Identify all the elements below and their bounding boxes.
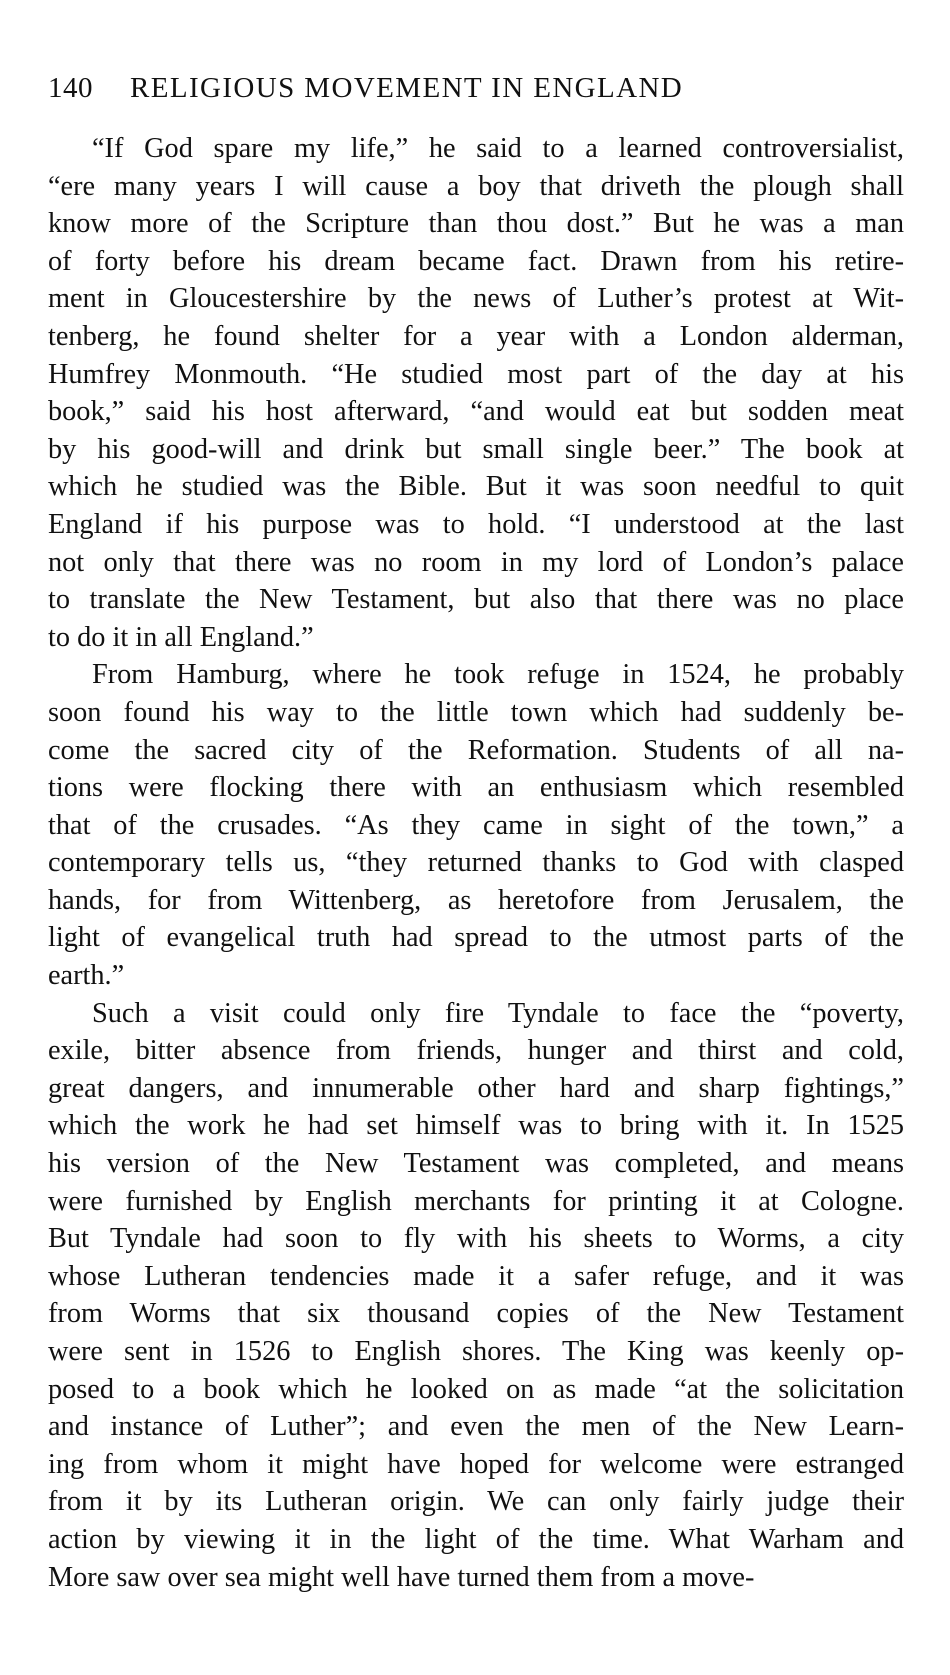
- text-line: were furnished by English merchants for printing it at Cologne.: [48, 1185, 904, 1217]
- text-line: great dangers, and innumerable other hard and sharp fightings,”: [48, 1072, 904, 1104]
- text-line: contemporary tells us, “they returned thanks to God with clasped: [48, 847, 904, 879]
- text-line: were sent in 1526 to English shores. The King was keenly op-: [48, 1336, 904, 1367]
- text-line: Humfrey Monmouth. “He studied most part of the day at his: [48, 358, 904, 390]
- text-line: light of evangelical truth had spread to the utmost parts of the: [48, 922, 904, 954]
- text-line: book,” said his host afterward, “and would eat but sodden meat: [48, 396, 904, 428]
- text-line: know more of the Scripture than thou dost.” But he was a man: [48, 208, 904, 240]
- text-line: from Worms that six thousand copies of the New Testament: [48, 1298, 904, 1330]
- text-line: Such a visit could only fire Tyndale to face the “poverty,: [92, 997, 904, 1029]
- text-line: to translate the New Testament, but also that there was no place: [48, 584, 904, 616]
- page-number: 140: [48, 72, 93, 104]
- text-line: But Tyndale had soon to fly with his sheets to Worms, a city: [48, 1223, 904, 1255]
- text-line: from it by its Lutheran origin. We can only fairly judge their: [48, 1486, 904, 1518]
- book-page: [48, 72, 904, 1596]
- paragraph: [48, 656, 904, 994]
- text-line: which he studied was the Bible. But it was soon needful to quit: [48, 471, 904, 503]
- text-line: From Hamburg, where he took refuge in 1524, he probably: [92, 659, 904, 691]
- text-line: earth.”: [48, 960, 125, 992]
- text-line: come the sacred city of the Reformation. Students of all na-: [48, 734, 904, 766]
- text-line: hands, for from Wittenberg, as heretofore from Jerusalem, the: [48, 884, 904, 916]
- text-line: not only that there was no room in my lord of London’s palace: [48, 546, 904, 578]
- running-head: [48, 72, 904, 120]
- text-line: soon found his way to the little town which had suddenly be-: [48, 696, 904, 728]
- text-line: “If God spare my life,” he said to a learned controversialist,: [92, 133, 904, 164]
- text-line: by his good-will and drink but small single beer.” The book at: [48, 433, 904, 465]
- text-line: England if his purpose was to hold. “I understood at the last: [48, 508, 904, 540]
- text-line: tenberg, he found shelter for a year with a London alderman,: [48, 320, 904, 352]
- text-line: his version of the New Testament was completed, and means: [48, 1148, 904, 1180]
- body-text: [48, 130, 904, 1596]
- running-title: RELIGIOUS MOVEMENT IN ENGLAND: [130, 72, 684, 104]
- text-line: ment in Gloucestershire by the news of Luther’s protest at Wit-: [48, 283, 904, 315]
- text-line: that of the crusades. “As they came in sight of the town,” a: [48, 809, 904, 841]
- text-line: exile, bitter absence from friends, hunger and thirst and cold,: [48, 1035, 904, 1067]
- text-line: to do it in all England.”: [48, 621, 314, 653]
- text-line: whose Lutheran tendencies made it a safer refuge, and it was: [48, 1260, 904, 1292]
- paragraph: [48, 130, 904, 656]
- text-line: and instance of Luther”; and even the men of the New Learn-: [48, 1411, 904, 1443]
- text-line: tions were flocking there with an enthusiasm which resembled: [48, 772, 904, 804]
- text-line: of forty before his dream became fact. Drawn from his retire-: [48, 245, 904, 277]
- text-line: posed to a book which he looked on as made “at the solicitation: [48, 1373, 904, 1405]
- text-line: action by viewing it in the light of the time. What Warham and: [48, 1523, 904, 1555]
- text-line: “ere many years I will cause a boy that driveth the plough shall: [48, 170, 904, 202]
- text-line: which the work he had set himself was to bring with it. In 1525: [48, 1110, 904, 1142]
- text-line: ing from whom it might have hoped for welcome were estranged: [48, 1448, 904, 1480]
- paragraph: [48, 995, 904, 1597]
- text-line: More saw over sea might well have turned them from a move-: [48, 1561, 755, 1593]
